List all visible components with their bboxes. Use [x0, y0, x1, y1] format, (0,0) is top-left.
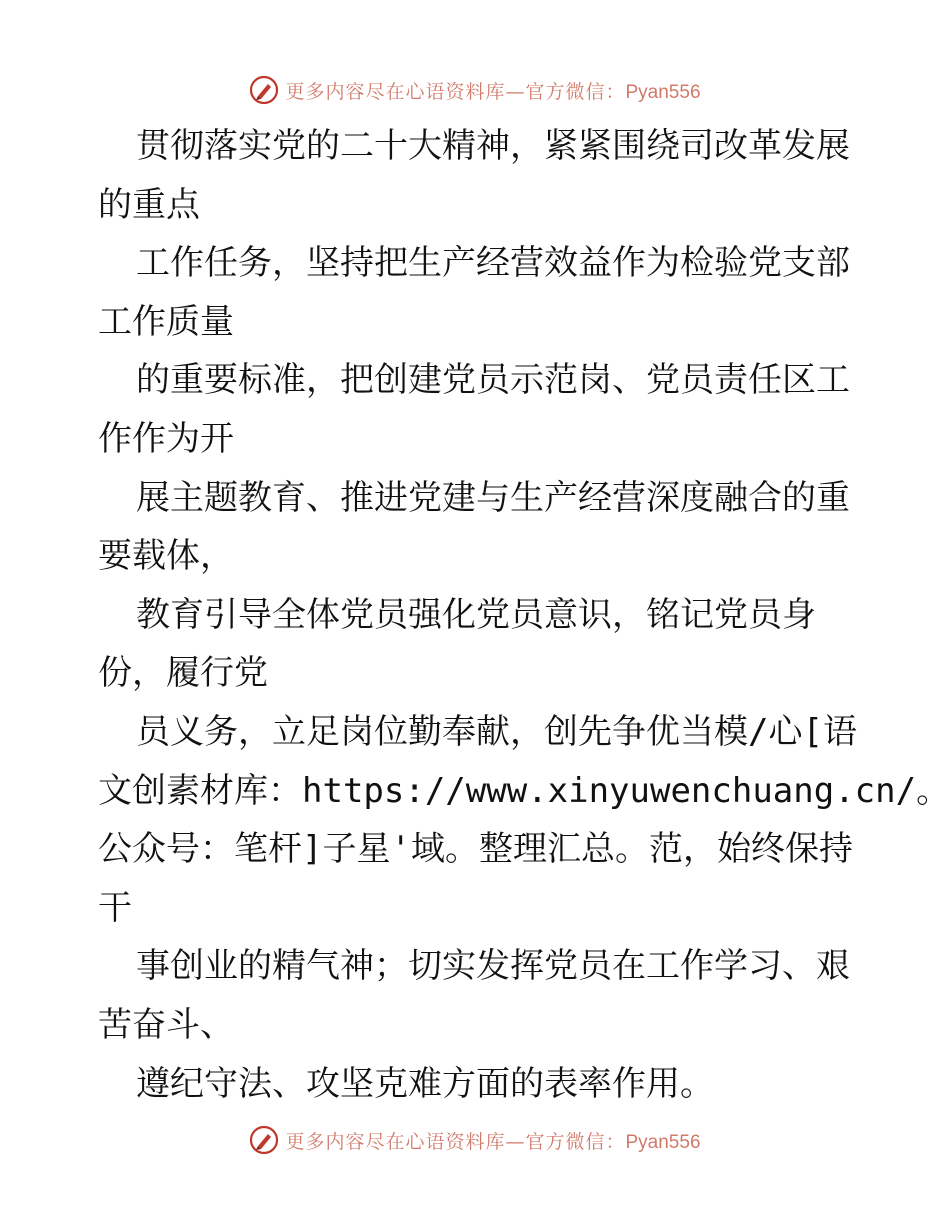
body-line: 工作质量	[98, 301, 234, 342]
body-line: 份，履行党	[98, 653, 268, 694]
body-line: 作作为开	[98, 418, 234, 459]
watermark-brand: 更多内容尽在心语资料库—官方微信：	[285, 1130, 626, 1153]
body-line: 要载体，	[98, 536, 234, 577]
body-line: 的重点	[98, 184, 200, 225]
watermark-wechat-id: Pyan556	[625, 1131, 701, 1153]
document-body	[98, 117, 950, 1113]
body-line: 贯彻落实党的二十大精神，紧紧围绕司改革发展	[136, 126, 850, 166]
watermark-text	[285, 1127, 700, 1154]
footer-watermark	[0, 1120, 950, 1160]
body-line: 员义务，立足岗位勤奉献，创先争优当模/心[语	[136, 711, 857, 752]
body-line: 教育引导全体党员强化党员意识，铭记党员身	[136, 594, 816, 635]
watermark-text	[285, 77, 700, 104]
body-line: 工作任务，坚持把生产经营效益作为检验党支部	[136, 243, 850, 284]
pen-logo-icon	[249, 1125, 279, 1155]
watermark-brand: 更多内容尽在心语资料库—官方微信：	[285, 80, 626, 103]
body-line: 苦奋斗、	[98, 1004, 234, 1045]
body-line: 文创素材库：https://www.xinyuwenchuang.cn/。	[98, 770, 950, 811]
body-line: 展主题教育、推进党建与生产经营深度融合的重	[136, 477, 850, 518]
body-line: 干	[98, 887, 132, 928]
body-line: 公众号：笔杆]子星'域。整理汇总。范，始终保持	[98, 829, 853, 870]
header-watermark	[0, 70, 950, 110]
watermark-wechat-id: Pyan556	[625, 81, 701, 103]
pen-logo-icon	[249, 75, 279, 105]
body-line: 事创业的精气神；切实发挥党员在工作学习、艰	[136, 946, 850, 987]
body-line: 的重要标准，把创建党员示范岗、党员责任区工	[136, 360, 850, 401]
body-line: 遵纪守法、攻坚克难方面的表率作用。	[136, 1063, 714, 1104]
